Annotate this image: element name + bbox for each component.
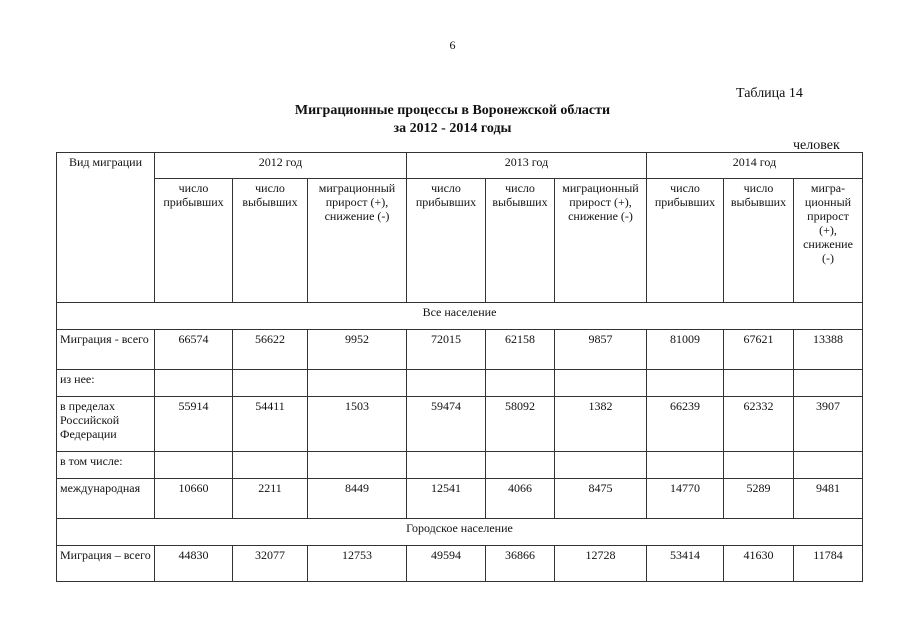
- table-row: [57, 370, 863, 397]
- table-cell: 55914: [155, 397, 233, 452]
- header-year: 2013 год: [407, 153, 647, 179]
- table-cell: 53414: [647, 546, 724, 582]
- header-growth: миграционный прирост (+), снижение (-): [308, 179, 407, 303]
- table-cell: 9857: [555, 330, 647, 370]
- page-number: 6: [449, 38, 456, 52]
- table-cell: [724, 370, 794, 397]
- table-cell: [794, 452, 863, 479]
- table-cell: 36866: [486, 546, 555, 582]
- table-cell: 56622: [233, 330, 308, 370]
- table-cell: [155, 452, 233, 479]
- header-year: 2012 год: [155, 153, 407, 179]
- table-row: [57, 452, 863, 479]
- table-cell: 14770: [647, 479, 724, 519]
- table-cell: [155, 370, 233, 397]
- header-departed: число выбывших: [724, 179, 794, 303]
- header-arrived: число прибывших: [155, 179, 233, 303]
- table-cell: [794, 370, 863, 397]
- table-cell: [486, 370, 555, 397]
- header-arrived: число прибывших: [647, 179, 724, 303]
- header-row-label: Вид миграции: [57, 153, 155, 303]
- table-subtitle: за 2012 - 2014 годы: [393, 121, 512, 136]
- table-cell: 67621: [724, 330, 794, 370]
- table-cell: 54411: [233, 397, 308, 452]
- table-cell: 12753: [308, 546, 407, 582]
- table-row: [57, 397, 863, 452]
- table-cell: [407, 452, 486, 479]
- table-cell: 58092: [486, 397, 555, 452]
- table-cell: [555, 370, 647, 397]
- table-cell: 13388: [794, 330, 863, 370]
- table-cell: 1503: [308, 397, 407, 452]
- table-cell: [724, 452, 794, 479]
- header-growth: мигра- ционный прирост (+), снижение (-): [794, 179, 863, 303]
- header-growth: миграционный прирост (+), снижение (-): [555, 179, 647, 303]
- section-row: [57, 519, 863, 546]
- table-cell: 9481: [794, 479, 863, 519]
- table-cell: [647, 452, 724, 479]
- table-cell: 5289: [724, 479, 794, 519]
- table-title: Миграционные процессы в Воронежской области: [294, 103, 611, 118]
- table-cell: 8475: [555, 479, 647, 519]
- table-label: Таблица 14: [736, 86, 803, 101]
- table-cell: [486, 452, 555, 479]
- section-title: Городское население: [57, 519, 863, 546]
- table-cell: [233, 452, 308, 479]
- table-cell: 66574: [155, 330, 233, 370]
- row-label: в том числе:: [57, 452, 155, 479]
- table-row: [57, 546, 863, 582]
- table-cell: [308, 452, 407, 479]
- table-cell: 62332: [724, 397, 794, 452]
- table-cell: 8449: [308, 479, 407, 519]
- table-cell: [407, 370, 486, 397]
- table-cell: 4066: [486, 479, 555, 519]
- table-cell: 9952: [308, 330, 407, 370]
- table-cell: 49594: [407, 546, 486, 582]
- row-label: Миграция - всего: [57, 330, 155, 370]
- header-year: 2014 год: [647, 153, 863, 179]
- table-cell: 59474: [407, 397, 486, 452]
- row-label: международная: [57, 479, 155, 519]
- table-cell: 66239: [647, 397, 724, 452]
- unit-label: человек: [793, 138, 840, 153]
- row-label: Миграция – всего: [57, 546, 155, 582]
- row-label: в пределах Российской Федерации: [57, 397, 155, 452]
- table-cell: 12728: [555, 546, 647, 582]
- table-body: [57, 303, 863, 582]
- table-cell: 32077: [233, 546, 308, 582]
- table-cell: [233, 370, 308, 397]
- table-cell: 1382: [555, 397, 647, 452]
- table-cell: 10660: [155, 479, 233, 519]
- table-cell: 81009: [647, 330, 724, 370]
- table-row: [57, 479, 863, 519]
- table-cell: 72015: [407, 330, 486, 370]
- table-cell: 12541: [407, 479, 486, 519]
- header-departed: число выбывших: [486, 179, 555, 303]
- table-cell: 2211: [233, 479, 308, 519]
- table-cell: [647, 370, 724, 397]
- table-cell: [308, 370, 407, 397]
- table-cell: 44830: [155, 546, 233, 582]
- table-cell: 3907: [794, 397, 863, 452]
- section-row: [57, 303, 863, 330]
- table-row: [57, 330, 863, 370]
- section-title: Все население: [57, 303, 863, 330]
- migration-table: [56, 152, 863, 582]
- table-cell: 62158: [486, 330, 555, 370]
- header-arrived: число прибывших: [407, 179, 486, 303]
- table-cell: [555, 452, 647, 479]
- header-departed: число выбывших: [233, 179, 308, 303]
- row-label: из нее:: [57, 370, 155, 397]
- table-cell: 11784: [794, 546, 863, 582]
- table-cell: 41630: [724, 546, 794, 582]
